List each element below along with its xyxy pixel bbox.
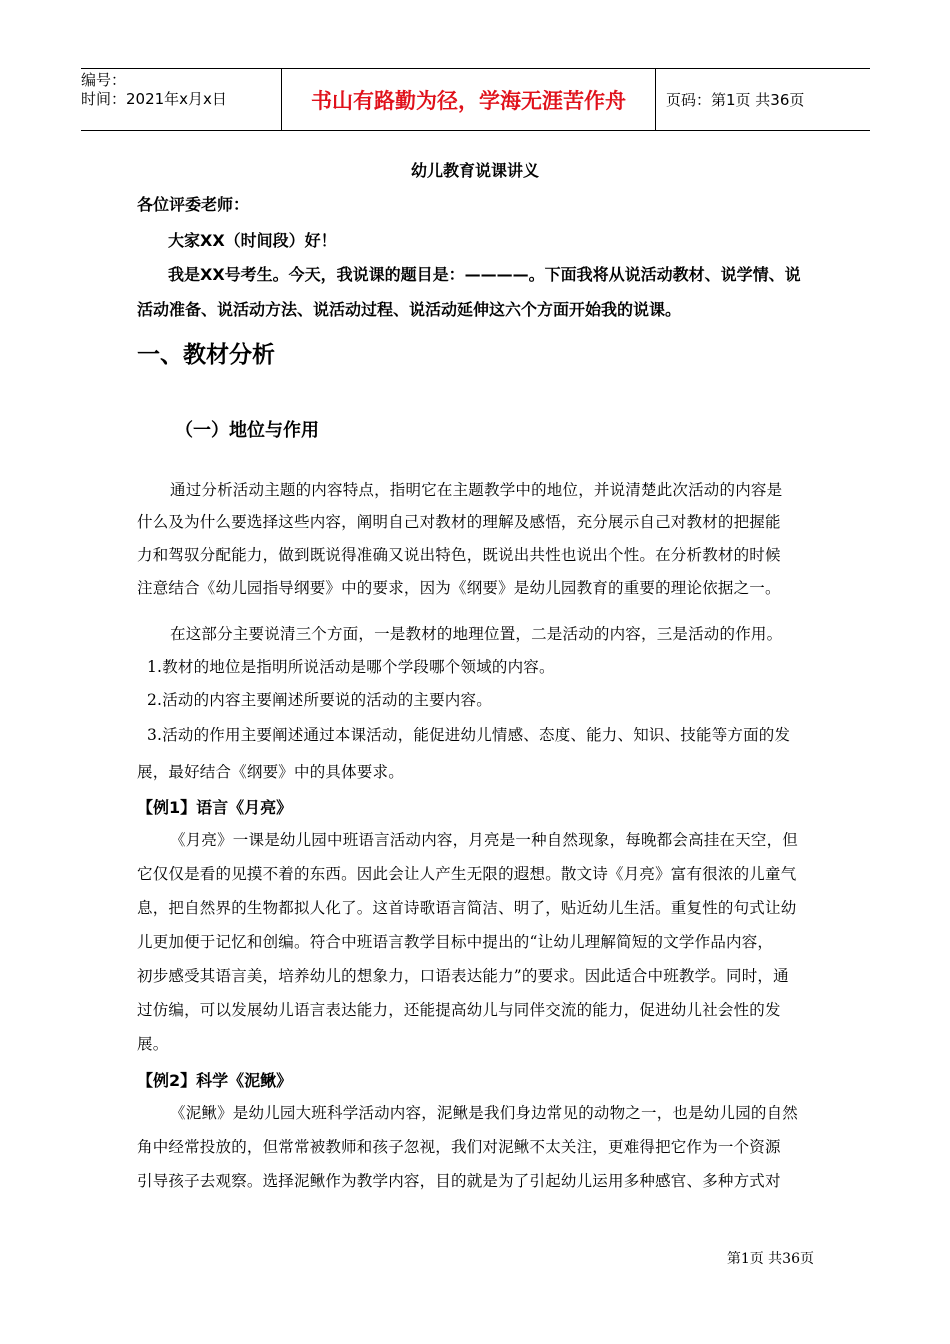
list-item: 展，最好结合《纲要》中的具体要求。 <box>137 763 404 781</box>
example-line: 《月亮》一课是幼儿园中班语言活动内容，月亮是一种自然现象，每晚都会高挂在天空，但 <box>170 831 799 849</box>
list-item: 1.教材的地位是指明所说活动是哪个学段哪个领域的内容。 <box>147 658 555 676</box>
example-line: 息，把自然界的生物都拟人化了。这首诗歌语言简洁、明了，贴近幼儿生活。重复性的句式让幼 <box>137 899 797 917</box>
time-label: 时间：2021年x月x日 <box>81 90 227 108</box>
document-title: 幼儿教育说课讲义 <box>410 161 539 180</box>
paragraph-line: 在这部分主要说清三个方面，一是教材的地理位置，二是活动的内容，三是活动的作用。 <box>170 625 783 643</box>
section-heading: 一、教材分析 <box>137 342 275 368</box>
example-heading: 【例2】科学《泥鳅》 <box>137 1071 293 1090</box>
list-item: 2.活动的内容主要阐述所要说的活动的主要内容。 <box>147 691 492 709</box>
subsection-heading: （一）地位与作用 <box>175 420 319 441</box>
example-line: 《泥鳅》是幼儿园大班科学活动内容，泥鳅是我们身边常见的动物之一，也是幼儿园的自然 <box>170 1104 799 1122</box>
paragraph-line: 通过分析活动主题的内容特点，指明它在主题教学中的地位，并说清楚此次活动的内容是 <box>170 481 783 499</box>
paragraph-line: 什么及为什么要选择这些内容，阐明自己对教材的理解及感悟，充分展示自己对教材的把握能 <box>137 513 781 531</box>
greeting: 大家XX（时间段）好！ <box>168 231 337 250</box>
number-label: 编号： <box>81 71 127 89</box>
example-heading: 【例1】语言《月亮》 <box>137 798 293 817</box>
salutation: 各位评委老师： <box>137 195 250 214</box>
page-info: 页码：第1页 共36页 <box>666 91 805 109</box>
example-line: 引导孩子去观察。选择泥鳅作为教学内容，目的就是为了引起幼儿运用多种感官、多种方式对 <box>137 1172 781 1190</box>
header-table <box>81 68 870 131</box>
paragraph-line: 注意结合《幼儿园指导纲要》中的要求，因为《纲要》是幼儿园教育的重要的理论依据之一。 <box>137 579 781 597</box>
motto: 书山有路勤为径，学海无涯苦作舟 <box>281 69 656 130</box>
header-left-cell <box>81 69 281 130</box>
paragraph-line: 力和驾驭分配能力，做到既说得准确又说出特色，既说出共性也说出个性。在分析教材的时候 <box>137 546 781 564</box>
example-line: 初步感受其语言美，培养幼儿的想象力，口语表达能力”的要求。因此适合中班教学。同时，通 <box>137 967 789 985</box>
example-line: 角中经常投放的，但常常被教师和孩子忽视，我们对泥鳅不太关注，更难得把它作为一个资源 <box>137 1138 781 1156</box>
intro-line-2: 活动准备、说活动方法、说活动过程、说活动延伸这六个方面开始我的说课。 <box>137 300 682 319</box>
intro-line-1: 我是XX号考生。今天，我说课的题目是：————。下面我将从说活动教材、说学情、说 <box>168 265 801 284</box>
example-line: 它仅仅是看的见摸不着的东西。因此会让人产生无限的遐想。散文诗《月亮》富有很浓的儿童气 <box>137 865 797 883</box>
example-line: 过仿编，可以发展幼儿语言表达能力，还能提高幼儿与同伴交流的能力，促进幼儿社会性的发 <box>137 1001 781 1019</box>
page-footer: 第1页 共36页 <box>726 1251 814 1267</box>
example-line: 儿更加便于记忆和创编。符合中班语言教学目标中提出的“让幼儿理解简短的文学作品内容， <box>137 933 774 951</box>
example-line: 展。 <box>137 1035 169 1053</box>
list-item: 3.活动的作用主要阐述通过本课活动，能促进幼儿情感、态度、能力、知识、技能等方面的发 <box>147 726 791 744</box>
